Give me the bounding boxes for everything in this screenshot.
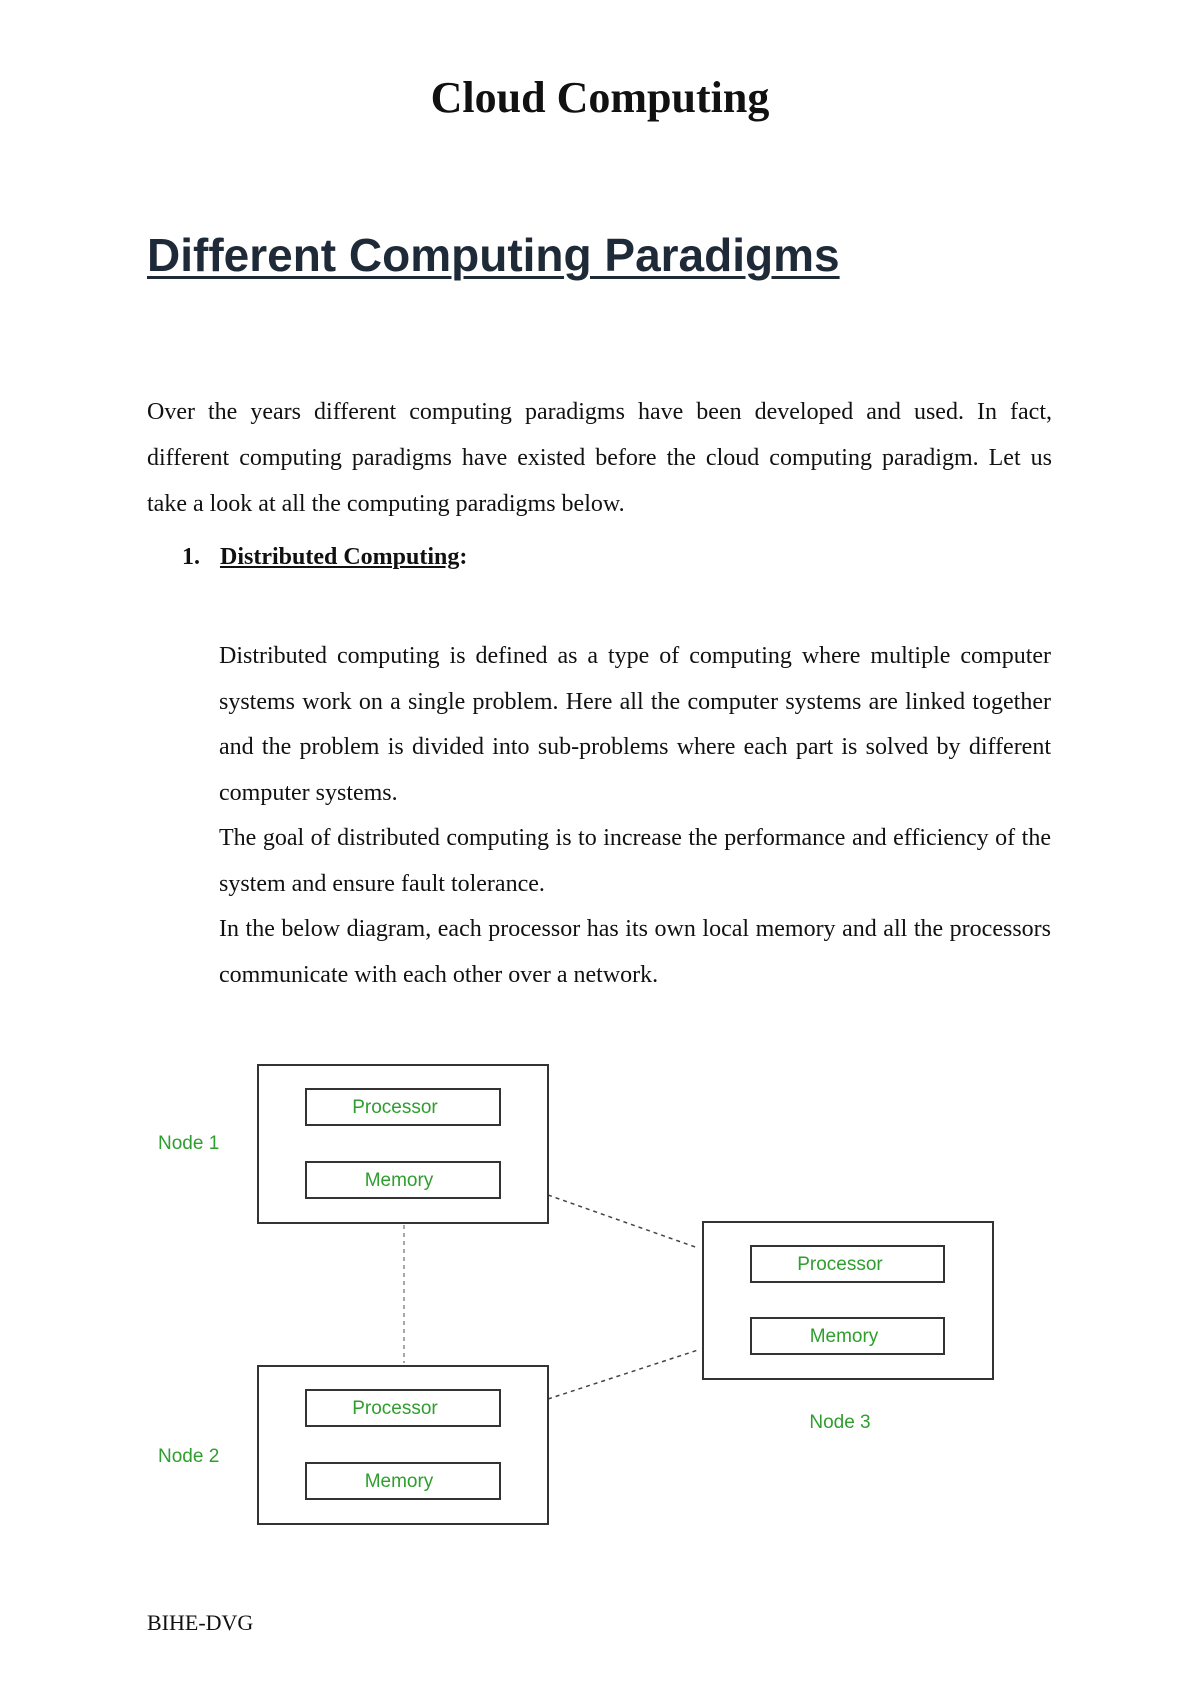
link-node1-node3 xyxy=(548,1195,698,1248)
paragraph-definition: Distributed computing is defined as a type of computing where multiple computer systems work on a single problem. Here all the computer systems are linked together and the problem is divided into sub-problems where each part is solved by different computer systems. xyxy=(219,643,1051,806)
node-3-label: Node 3 xyxy=(809,1412,871,1433)
intro-paragraph: Over the years different computing paradigms have been developed and used. In fact, different computing paradigms have existed before the cloud computing paradigm. Let us take a look at all the computing paradigms below. xyxy=(147,399,1052,517)
node-1-processor-label: Processor xyxy=(352,1097,438,1118)
footer-text: BIHE-DVG xyxy=(147,1610,254,1635)
list-item-suffix: : xyxy=(459,544,468,570)
node-1-label: Node 1 xyxy=(158,1133,220,1154)
paragraph-goal: The goal of distributed computing is to increase the performance and efficiency of the system and ensure fault tolerance. xyxy=(219,825,1051,897)
node-1 xyxy=(158,1065,548,1223)
node-2-processor-label: Processor xyxy=(352,1398,438,1419)
link-node2-node3 xyxy=(548,1350,698,1399)
node-2-label: Node 2 xyxy=(158,1446,220,1467)
distributed-computing-body xyxy=(219,634,1051,998)
node-2-memory-label: Memory xyxy=(364,1471,434,1492)
node-3 xyxy=(703,1222,993,1433)
node-3-memory-label: Memory xyxy=(809,1326,879,1347)
list-item-number: 1. xyxy=(182,544,200,570)
list-item-title: Distributed Computing xyxy=(220,544,460,570)
paragraph-diagram-intro: In the below diagram, each processor has its own local memory and all the processors communicate with each other over a network. xyxy=(219,916,1051,988)
distributed-system-diagram xyxy=(150,1055,1010,1535)
list-item-heading xyxy=(182,544,467,571)
document-title: Cloud Computing xyxy=(430,73,770,122)
node-2 xyxy=(158,1366,548,1524)
node-3-processor-label: Processor xyxy=(797,1254,883,1275)
node-1-memory-label: Memory xyxy=(364,1170,434,1191)
section-heading: Different Computing Paradigms xyxy=(147,229,840,281)
